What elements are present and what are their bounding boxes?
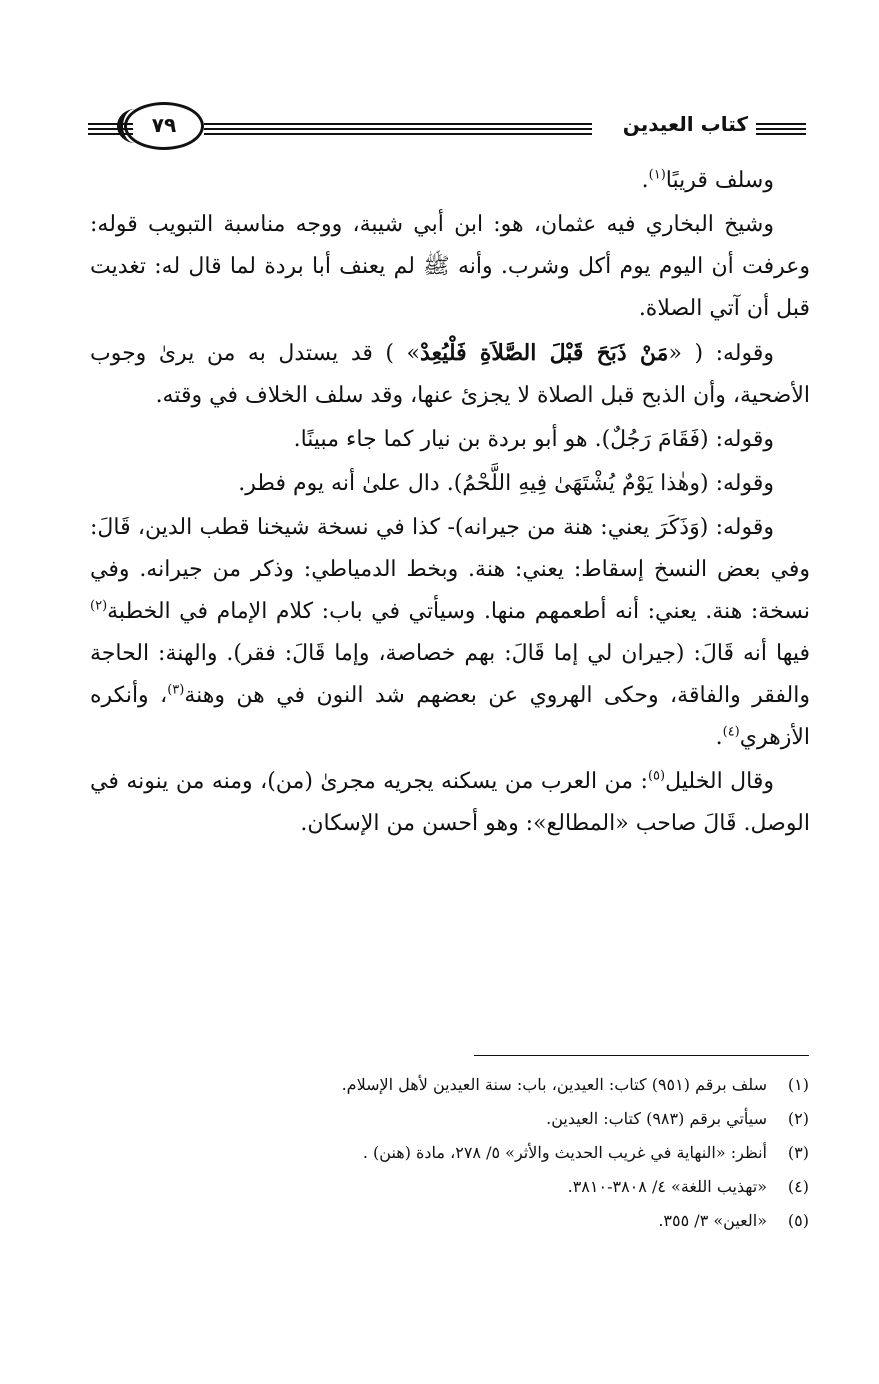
page-number-badge — [124, 102, 204, 150]
footnote-ref: (٥) — [647, 768, 666, 784]
running-title: كتاب العيدين — [622, 112, 748, 136]
paragraph: وشيخ البخاري فيه عثمان، هو: ابن أبي شيبة، ووجه مناسبة التبويب قوله: وعرفت أن اليوم يوم أكل وشرب. وأنه ﷺ لم يعنف أبا بردة لما قال له: تغديت قبل أن آتي الصلاة. — [90, 212, 810, 321]
footnotes — [109, 1068, 809, 1238]
footnote: (٣)أنظر: «النهاية في غريب الحديث والأثر» ٥/ ٢٧٨، مادة (هنن) . — [362, 1143, 809, 1162]
paragraph: وقوله: (وهٰذا يَوْمٌ يُشْتَهَىٰ فِيهِ اللَّحْمُ). دال علىٰ أنه يوم فطر. — [238, 471, 774, 496]
paragraph: وقال الخليل$^{(٥)}$: من العرب من يسكنه يجريه مجرىٰ (من)، ومنه من ينونه في الوصل. قَالَ صاحب «المطالع»: وهو أحسن من الإسكان. — [90, 768, 810, 836]
paragraph: وقوله: (فَقَامَ رَجُلٌ). هو أبو بردة بن نيار كما جاء مبينًا. — [293, 427, 774, 452]
footnote: (٢)سيأتي برقم (٩٨٣) كتاب: العيدين. — [546, 1109, 809, 1128]
footnote-separator — [474, 1055, 809, 1056]
main-text — [90, 160, 810, 847]
page-number: ٧٩ — [151, 113, 177, 137]
footnote: (١)سلف برقم (٩٥١) كتاب: العيدين، باب: سنة العيدين لأهل الإسلام. — [341, 1075, 809, 1094]
header-rule-middle — [204, 123, 592, 135]
footnote-ref: (١) — [648, 167, 666, 183]
footnote-ref: (٤) — [722, 724, 740, 740]
footnote-ref: (٣) — [167, 682, 185, 698]
paragraph: وقوله: ( «مَنْ ذَبَحَ قَبْلَ الصَّلاَةِ فَلْيُعِدْ» ) قد يستدل به من يرىٰ وجوب الأضحية، وأن الذبح قبل الصلاة لا يجزئ عنها، وقد سلف الخلاف في وقته. — [90, 340, 810, 408]
footnote-ref: (٢) — [90, 598, 108, 614]
footnote: (٥)«العين» ٣/ ٣٥٥. — [658, 1211, 809, 1230]
page-header — [88, 96, 808, 166]
header-rule-right — [756, 123, 806, 135]
paragraph: وقوله: (وَذَكَرَ يعني: هنة من جيرانه)- كذا في نسخة شيخنا قطب الدين، قَالَ: وفي بعض النسخ إسقاط: يعني: هنة. وبخط الدمياطي: وذكر من جيرانه. وفي نسخة: هنة. يعني: أنه أطعمهم منها. وسيأتي في باب: كلام الإمام في الخطبة$^{(٢)}$ فيها أنه قَالَ: (جيران لي إما قَالَ: بهم خصاصة، وإما قَالَ: فقر). والهنة: الحاجة والفقر والفاقة، وحكى الهروي عن بعضهم شد النون في هن وهنة$^{(٣)}$، وأنكره الأزهري$^{(٤)}$. — [90, 515, 810, 750]
hadith-quote: مَنْ ذَبَحَ قَبْلَ الصَّلاَةِ فَلْيُعِدْ — [420, 340, 669, 366]
footnote: (٤)«تهذيب اللغة» ٤/ ٣٨٠٨-٣٨١٠. — [567, 1177, 809, 1196]
paragraph: وسلف قريبًا$^{(١)}$. — [641, 167, 774, 193]
